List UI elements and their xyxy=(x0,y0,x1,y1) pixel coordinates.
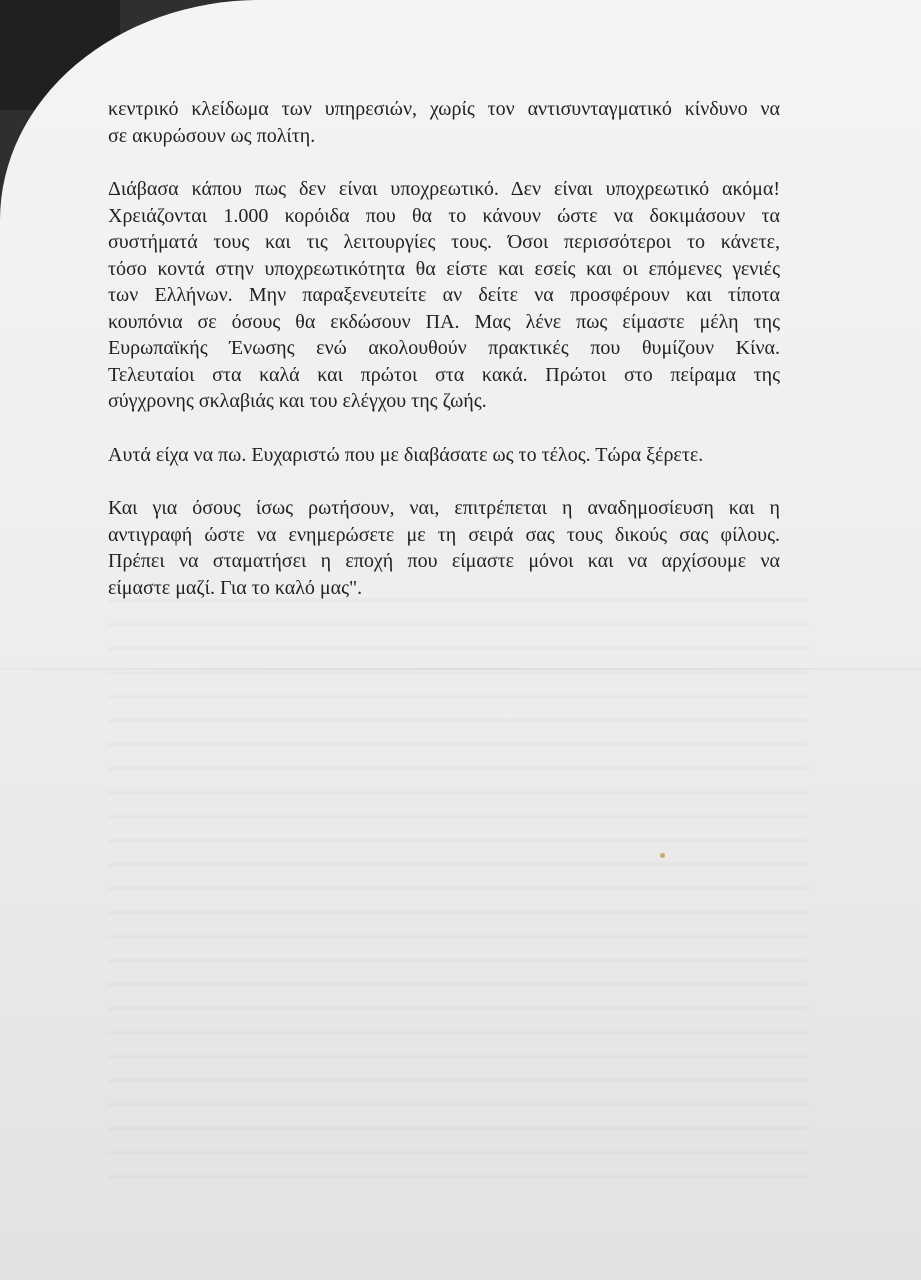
text-line: τόσο κοντά στην υποχρεωτικότητα θα είστε και εσείς και οι επόμενες γενιές xyxy=(108,257,780,280)
text-line: Ευρωπαϊκής Ένωσης ενώ ακολουθούν πρακτικές που θυμίζουν Κίνα. xyxy=(108,337,780,359)
text-line: κουπόνια σε όσους θα εκδώσουν ΠΑ. Μας λένε πως είμαστε μέλη της xyxy=(108,310,780,333)
text-line: Χρειάζονται 1.000 κορόιδα που θα το κάνουν ώστε να δοκιμάσουν τα xyxy=(108,204,780,227)
text-line: αντιγραφή ώστε να ενημερώσετε με τη σειρά σας τους δικούς σας φίλους. xyxy=(108,523,780,546)
text-line: Και για όσους ίσως ρωτήσουν, ναι, επιτρέπεται η αναδημοσίευση και η xyxy=(108,497,780,519)
text-line: Διάβασα κάπου πως δεν είναι υποχρεωτικό. Δεν είναι υποχρεωτικό ακόμα! xyxy=(108,178,780,200)
text-line: Πρέπει να σταματήσει η εποχή που είμαστε μόνοι και να αρχίσουμε να xyxy=(108,550,780,572)
paper-fold-line xyxy=(0,668,921,670)
text-line: Τελευταίοι στα καλά και πρώτοι στα κακά. Πρώτοι στο πείραμα της xyxy=(108,363,780,386)
text-line: συστήματά τους και τις λειτουργίες τους. Όσοι περισσότεροι το κάνετε, xyxy=(108,231,780,253)
document-body xyxy=(108,96,780,628)
paragraph-3 xyxy=(108,442,780,469)
paper-stain xyxy=(660,853,665,858)
text-line: κεντρικό κλείδωμα των υπηρεσιών, χωρίς τον αντισυνταγματικό κίνδυνο να xyxy=(108,98,780,120)
text-line: σε ακυρώσουν ως πολίτη. xyxy=(108,124,316,147)
paragraph-1 xyxy=(108,96,780,149)
text-line: Αυτά είχα να πω. Ευχαριστώ που με διαβάσατε ως το τέλος. Τώρα ξέρετε. xyxy=(108,443,704,466)
bleed-through-text xyxy=(108,585,808,1195)
paragraph-2 xyxy=(108,176,780,415)
text-line: σύγχρονης σκλαβιάς και του ελέγχου της ζωής. xyxy=(108,390,487,412)
text-line: είμαστε μαζί. Για το καλό μας". xyxy=(108,576,363,599)
text-line: των Ελλήνων. Μην παραξενευτείτε αν δείτε να προσφέρουν και τίποτα xyxy=(108,284,780,306)
paragraph-4 xyxy=(108,495,780,601)
